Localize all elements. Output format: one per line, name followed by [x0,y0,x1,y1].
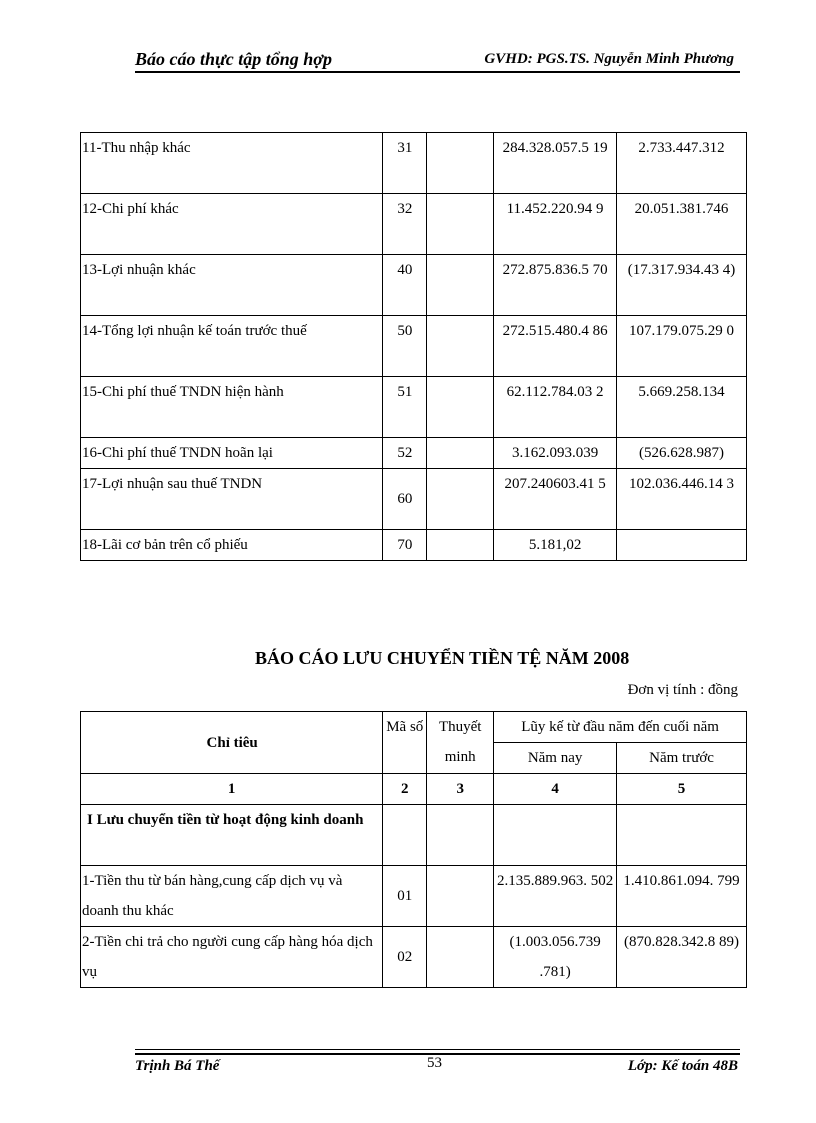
row-note [427,194,494,255]
row-code: 52 [383,438,427,469]
row-note [427,866,494,927]
row-code: 01 [383,866,427,927]
row-name: 14-Tổng lợi nhuận kế toán trước thuế [81,316,383,377]
income-statement-table [80,132,747,561]
col-number: 5 [617,774,747,805]
row-this-year: 272.515.480.4 86 [494,316,617,377]
row-note [427,438,494,469]
footer-author: Trịnh Bá Thế [135,1058,220,1074]
row-this-year: 3.162.093.039 [494,438,617,469]
row-this-year: (1.003.056.739 .781) [494,927,617,988]
page-header [135,49,740,73]
table-row [81,255,747,316]
table-row [81,927,747,988]
col-header-cumulative: Lũy kế từ đầu năm đến cuối năm [494,712,747,743]
table-row [81,316,747,377]
row-this-year: 272.875.836.5 70 [494,255,617,316]
row-note [427,469,494,530]
table-row [81,469,747,530]
row-this-year: 207.240603.41 5 [494,469,617,530]
col-number: 3 [427,774,494,805]
row-last-year: 5.669.258.134 [617,377,747,438]
table-row [81,377,747,438]
row-last-year: (17.317.934.43 4) [617,255,747,316]
row-name: 15-Chi phí thuế TNDN hiện hành [81,377,383,438]
row-note [427,377,494,438]
row-last-year [617,530,747,561]
row-last-year: 107.179.075.29 0 [617,316,747,377]
row-note [427,530,494,561]
row-note [427,133,494,194]
page-number: 53 [427,1055,442,1071]
row-name: 1-Tiền thu từ bán hàng,cung cấp dịch vụ và doanh thu khác [81,866,383,927]
col-header-note: Thuyết minh [427,712,494,774]
row-code: 40 [383,255,427,316]
row-code: 02 [383,927,427,988]
footer-class: Lớp: Kế toán 48B [627,1058,738,1074]
row-this-year: 11.452.220.94 9 [494,194,617,255]
col-number: 1 [81,774,383,805]
table-row [81,194,747,255]
section-heading: I Lưu chuyển tiền từ hoạt động kinh doanh [81,805,383,866]
row-code: 32 [383,194,427,255]
row-last-year: 20.051.381.746 [617,194,747,255]
row-name: 2-Tiền chi trả cho người cung cấp hàng hóa dịch vụ [81,927,383,988]
currency-unit: Đơn vị tính : đồng [627,682,738,698]
row-code: 50 [383,316,427,377]
row-code: 51 [383,377,427,438]
row-note [427,255,494,316]
header-report-title: Báo cáo thực tập tổng hợp [135,49,332,69]
cashflow-table [80,711,747,988]
header-supervisor: GVHD: PGS.TS. Nguyễn Minh Phương [484,51,734,67]
page-footer [135,1049,740,1074]
table-row [81,866,747,927]
row-this-year: 284.328.057.5 19 [494,133,617,194]
row-note [427,927,494,988]
col-number: 4 [494,774,617,805]
row-last-year: 1.410.861.094. 799 [617,866,747,927]
table-row [81,133,747,194]
row-name: 13-Lợi nhuận khác [81,255,383,316]
col-header-last-year: Năm trước [617,743,747,774]
table-row [81,530,747,561]
cashflow-report-title: BÁO CÁO LƯU CHUYỂN TIỀN TỆ NĂM 2008 [255,648,630,668]
col-header-code: Mã số [383,712,427,774]
table-row [81,438,747,469]
row-name: 12-Chi phí khác [81,194,383,255]
row-last-year: 102.036.446.14 3 [617,469,747,530]
col-number: 2 [383,774,427,805]
column-number-row [81,774,747,805]
row-last-year: (870.828.342.8 89) [617,927,747,988]
row-this-year: 2.135.889.963. 502 [494,866,617,927]
col-header-indicator: Chỉ tiêu [81,712,383,774]
section-row [81,805,747,866]
row-name: 18-Lãi cơ bản trên cổ phiếu [81,530,383,561]
row-this-year: 62.112.784.03 2 [494,377,617,438]
row-code: 60 [383,469,427,530]
row-name: 17-Lợi nhuận sau thuế TNDN [81,469,383,530]
row-this-year: 5.181,02 [494,530,617,561]
row-name: 11-Thu nhập khác [81,133,383,194]
row-note [427,316,494,377]
row-code: 70 [383,530,427,561]
row-name: 16-Chi phí thuế TNDN hoãn lại [81,438,383,469]
row-last-year: (526.628.987) [617,438,747,469]
row-last-year: 2.733.447.312 [617,133,747,194]
row-code: 31 [383,133,427,194]
col-header-this-year: Năm nay [494,743,617,774]
header-row [81,712,747,743]
